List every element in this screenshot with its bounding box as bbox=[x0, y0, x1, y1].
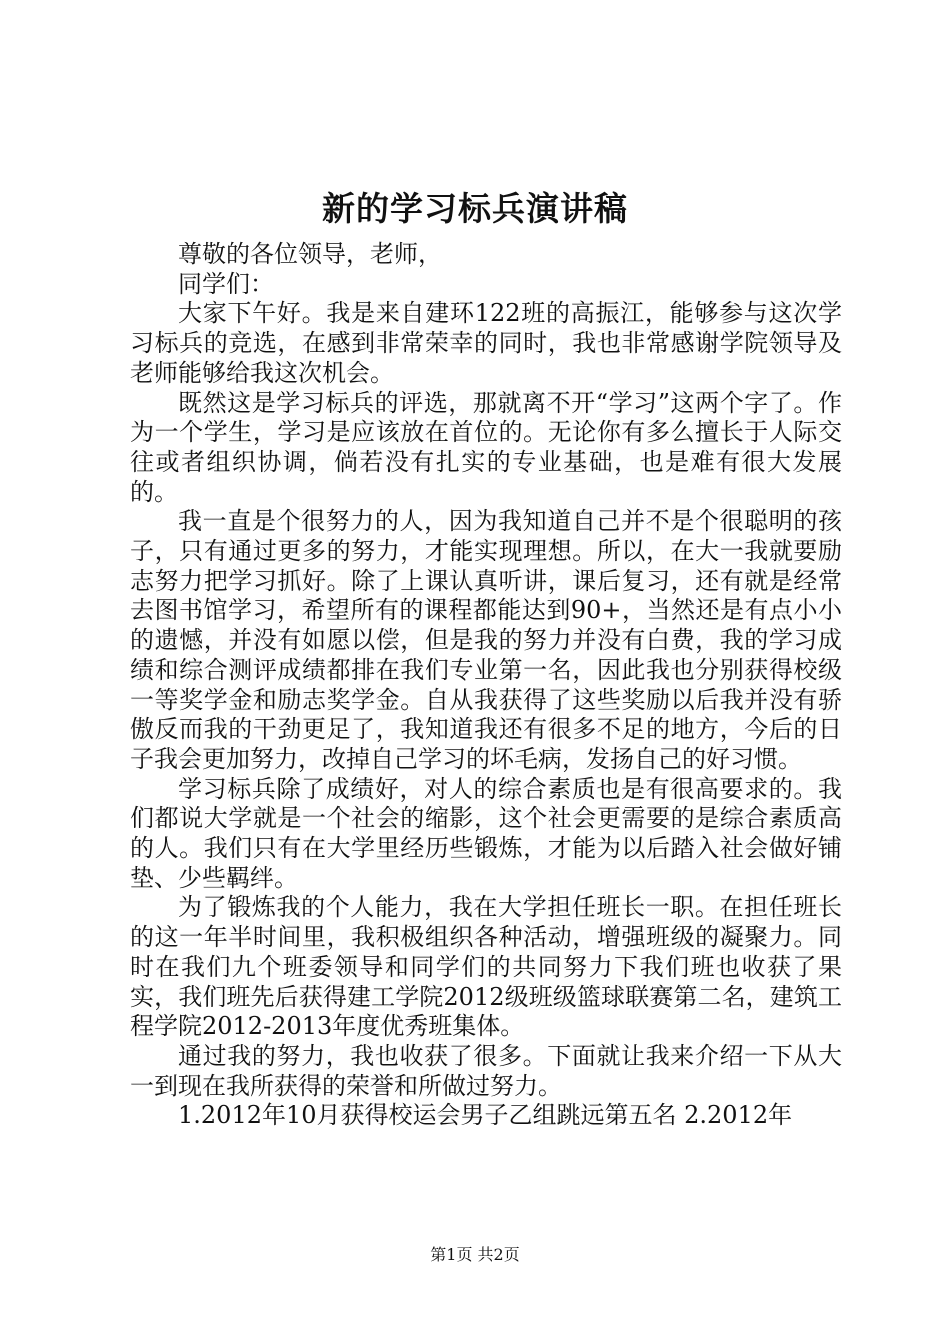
paragraph-effort: 我一直是个很努力的人，因为我知道自己并不是个很聪明的孩子，只有通过更多的努力，才能实现理想。所以，在大一我就要励志努力把学习抓好。除了上课认真听讲，课后复习，还有就是经常去图书馆学习，希望所有的课程都能达到90+，当然还是有点小小的遗憾，并没有如愿以偿，但是我的努力并没有白费，我的学习成绩和综合测评成绩都排在我们专业第一名，因此我也分别获得校级一等奖学金和励志奖学金。自从我获得了这些奖励以后我并没有骄傲反而我的干劲更足了，我知道我还有很多不足的地方，今后的日子我会更加努力，改掉自己学习的坏毛病，发扬自己的好习惯。 bbox=[130, 507, 842, 773]
document-title: 新的学习标兵演讲稿 bbox=[322, 189, 628, 228]
salutation-line-2: 同学们： bbox=[178, 269, 274, 298]
paragraph-class-monitor: 为了锻炼我的个人能力，我在大学担任班长一职。在担任班长的这一年半时间里，我积极组织各种活动，增强班级的凝聚力。同时在我们九个班委领导和同学们的共同努力下我们班也收获了果实，我们班先后获得建工学院2012级班级篮球联赛第二名，建筑工程学院2012-2013年度优秀班集体。 bbox=[130, 893, 842, 1041]
paragraph-achievements-intro: 通过我的努力，我也收获了很多。下面就让我来介绍一下从大一到现在我所获得的荣誉和所做过努力。 bbox=[130, 1041, 842, 1100]
paragraph-overall-quality: 学习标兵除了成绩好，对人的综合素质也是有很高要求的。我们都说大学就是一个社会的缩影，这个社会更需要的是综合素质高的人。我们只有在大学里经历些锻炼，才能为以后踏入社会做好铺垫、少些羁绊。 bbox=[130, 774, 842, 892]
paragraph-introduction: 大家下午好。我是来自建环122班的高振江，能够参与这次学习标兵的竞选，在感到非常荣幸的同时，我也非常感谢学院领导及老师能够给我这次机会。 bbox=[130, 299, 842, 387]
paragraph-learning-importance: 既然这是学习标兵的评选，那就离不开“学习”这两个字了。作为一个学生，学习是应该放在首位的。无论你有多么擅长于人际交往或者组织协调，倘若没有扎实的专业基础，也是难有很大发展的。 bbox=[130, 388, 842, 506]
document-body bbox=[130, 240, 842, 1131]
page-footer: 第1页 共2页 bbox=[430, 1245, 520, 1264]
salutation-line-1: 尊敬的各位领导，老师， bbox=[178, 240, 442, 268]
paragraph-achievements-list: 1.2012年10月获得校运会男子乙组跳远第五名 2.2012年 bbox=[178, 1101, 793, 1130]
